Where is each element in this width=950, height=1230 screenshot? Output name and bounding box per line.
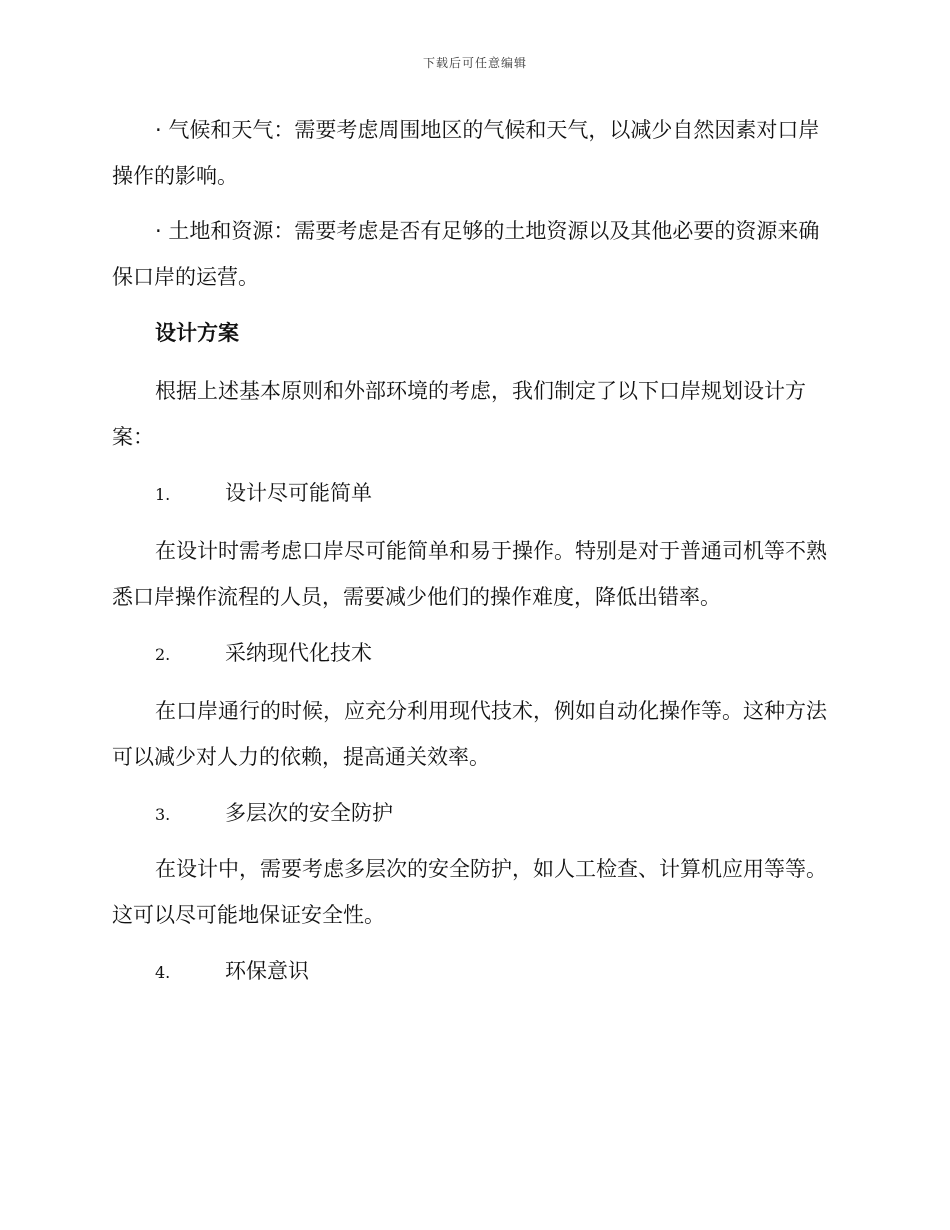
item-2-body	[112, 688, 832, 780]
intro-paragraph	[112, 368, 832, 460]
item-3-body	[112, 846, 832, 938]
header-note: 下载后可任意编辑	[422, 56, 527, 70]
section-heading	[112, 310, 832, 356]
intro-text: 根据上述基本原则和外部环境的考虑，我们制定了以下口岸规划设计方案：	[112, 379, 806, 449]
bullet-land	[112, 208, 832, 300]
list-title-1: 设计尽可能简单	[225, 481, 372, 505]
list-number-4: 4.	[155, 963, 171, 982]
list-title-3: 多层次的安全防护	[225, 801, 393, 825]
list-item-2	[112, 630, 832, 678]
list-title-2: 采纳现代化技术	[225, 641, 372, 665]
list-title-4: 环保意识	[225, 959, 309, 983]
item-3-body-text: 在设计中，需要考虑多层次的安全防护，如人工检查、计算机应用等等。这可以尽可能地保证安全性。	[112, 857, 827, 927]
item-1-body	[112, 528, 832, 620]
list-number-3: 3.	[155, 805, 171, 824]
list-item-1	[112, 470, 832, 518]
list-number-2: 2.	[155, 645, 171, 664]
list-item-4	[112, 948, 832, 996]
item-2-body-text: 在口岸通行的时候，应充分利用现代技术，例如自动化操作等。这种方法可以减少对人力的依赖，提高通关效率。	[112, 699, 827, 769]
bullet-climate	[112, 107, 832, 199]
bullet-land-text: · 土地和资源：需要考虑是否有足够的土地资源以及其他必要的资源来确保口岸的运营。	[112, 219, 820, 289]
item-1-body-text: 在设计时需考虑口岸尽可能简单和易于操作。特别是对于普通司机等不熟悉口岸操作流程的人员，需要减少他们的操作难度，降低出错率。	[112, 539, 827, 609]
bullet-climate-text: · 气候和天气：需要考虑周围地区的气候和天气，以减少自然因素对口岸操作的影响。	[112, 118, 820, 188]
list-item-3	[112, 790, 832, 838]
section-heading-text: 设计方案	[155, 321, 239, 345]
list-number-1: 1.	[155, 485, 171, 504]
